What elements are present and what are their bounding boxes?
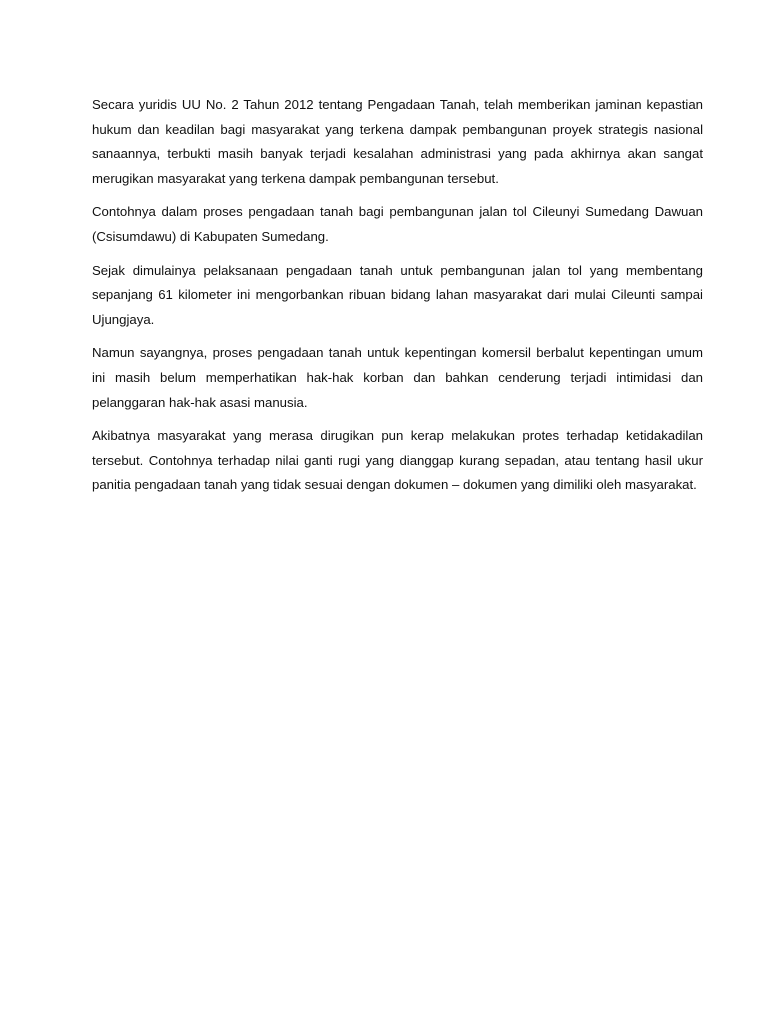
paragraph-4: Namun sayangnya, proses pengadaan tanah untuk kepentingan komersil berbalut kepentingan umum ini masih belum memperhatikan hak-hak korban dan bahkan cenderung terjadi intimidasi dan pelanggaran hak-hak asasi manusia. bbox=[92, 345, 703, 410]
paragraph-2: Contohnya dalam proses pengadaan tanah bagi pembangunan jalan tol Cileunyi Sumedang Dawuan (Csisumdawu) di Kabupaten Sumedang. bbox=[92, 204, 703, 244]
paragraph-3: Sejak dimulainya pelaksanaan pengadaan tanah untuk pembangunan jalan tol yang membentang sepanjang 61 kilometer ini mengorbankan ribuan bidang lahan masyarakat dari mulai Cileunti sampai Ujungjaya. bbox=[92, 262, 703, 327]
paragraph-1: Secara yuridis UU No. 2 Tahun 2012 tentang Pengadaan Tanah, telah memberikan jaminan kepastian hukum dan keadilan bagi masyarakat yang terkena dampak pembangunan proyek strategis nasional sanaannya, terbukti masih banyak terjadi kesalahan administrasi yang pada akhirnya akan sangat merugikan masyarakat yang terkena dampak pembangunan tersebut. bbox=[92, 97, 703, 186]
paragraph-5: Akibatnya masyarakat yang merasa dirugikan pun kerap melakukan protes terhadap ketidakadilan tersebut. Contohnya terhadap nilai ganti rugi yang dianggap kurang sepadan, atau tentang hasil ukur panitia pengadaan tanah yang tidak sesuai dengan dokumen – dokumen yang dimiliki oleh masyarakat. bbox=[92, 428, 703, 493]
document-body bbox=[92, 93, 703, 507]
